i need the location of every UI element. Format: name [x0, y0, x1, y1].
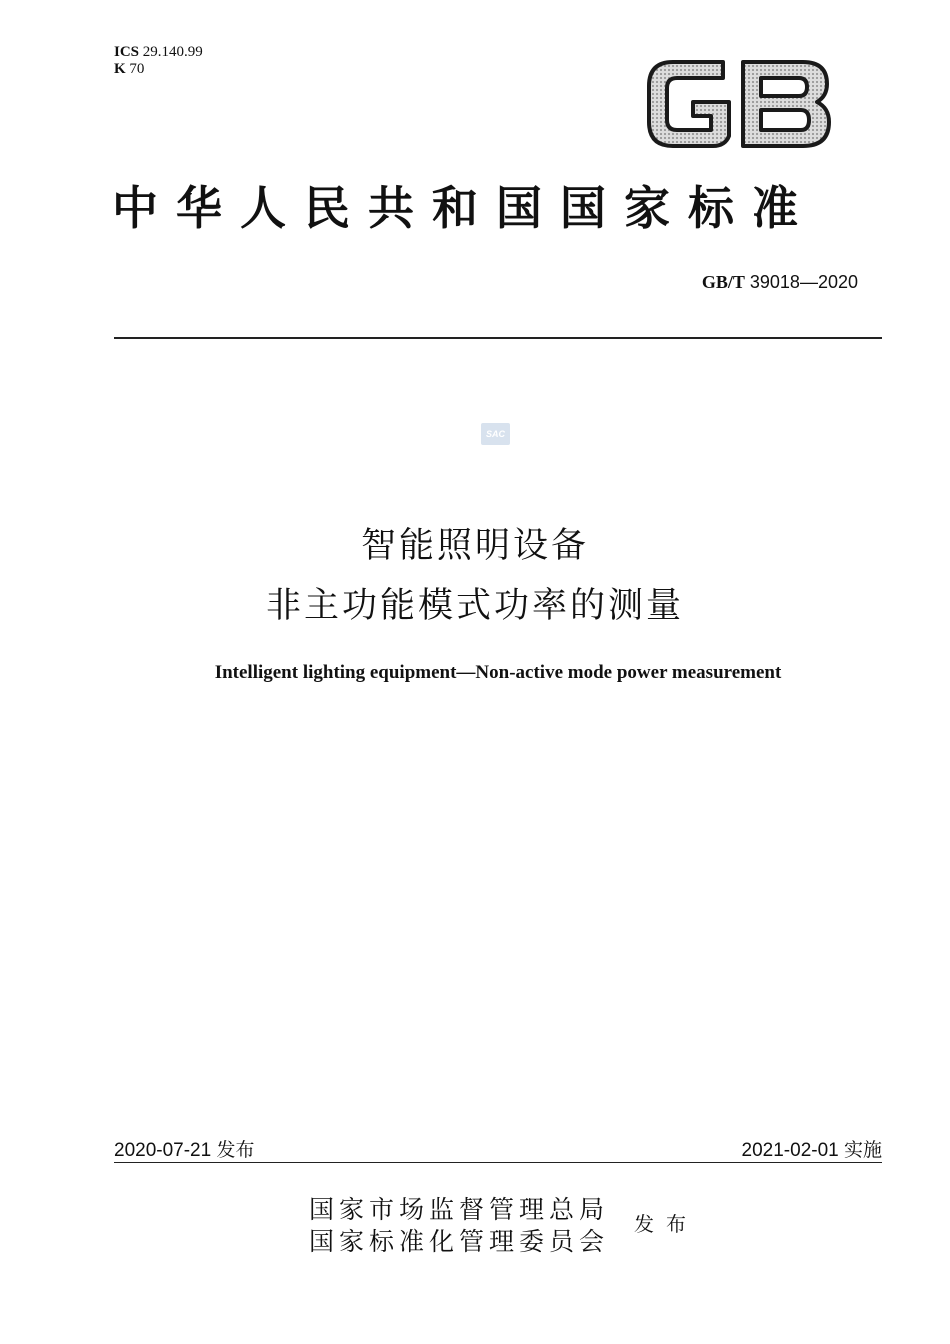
standard-number [702, 272, 858, 293]
footer-divider [114, 1162, 882, 1163]
english-title: Intelligent lighting equipment—Non-active mode power measurement [214, 662, 782, 683]
sac-watermark-text: SAC [485, 429, 505, 439]
ics-classification [114, 44, 203, 78]
ccs-code: 70 [129, 61, 145, 77]
publish-date: 2020-07-21 发布 [114, 1140, 255, 1161]
issue-word: 发布 [634, 1212, 698, 1236]
ics-code: 29.140.99 [142, 44, 203, 60]
standard-code: 39018—2020 [749, 272, 858, 292]
implement-date: 2021-02-01 实施 [741, 1140, 882, 1161]
ics-label: ICS [114, 44, 140, 60]
gb-logo [643, 56, 833, 152]
ccs-label: K [114, 61, 126, 77]
title-line-1: 智能照明设备 [360, 526, 589, 566]
standard-prefix: GB/T [701, 272, 745, 292]
header-divider [114, 337, 882, 339]
title-line-2: 非主功能模式功率的测量 [265, 586, 684, 626]
national-standard-heading: 中华人民共和国国家标准 [112, 181, 816, 235]
sac-watermark-logo [481, 423, 510, 445]
issuer-samr: 国家市场监督管理总局 [309, 1195, 610, 1224]
gb-logo-text: GB [643, 56, 645, 57]
issuer-sac: 国家标准化管理委员会 [309, 1227, 610, 1256]
